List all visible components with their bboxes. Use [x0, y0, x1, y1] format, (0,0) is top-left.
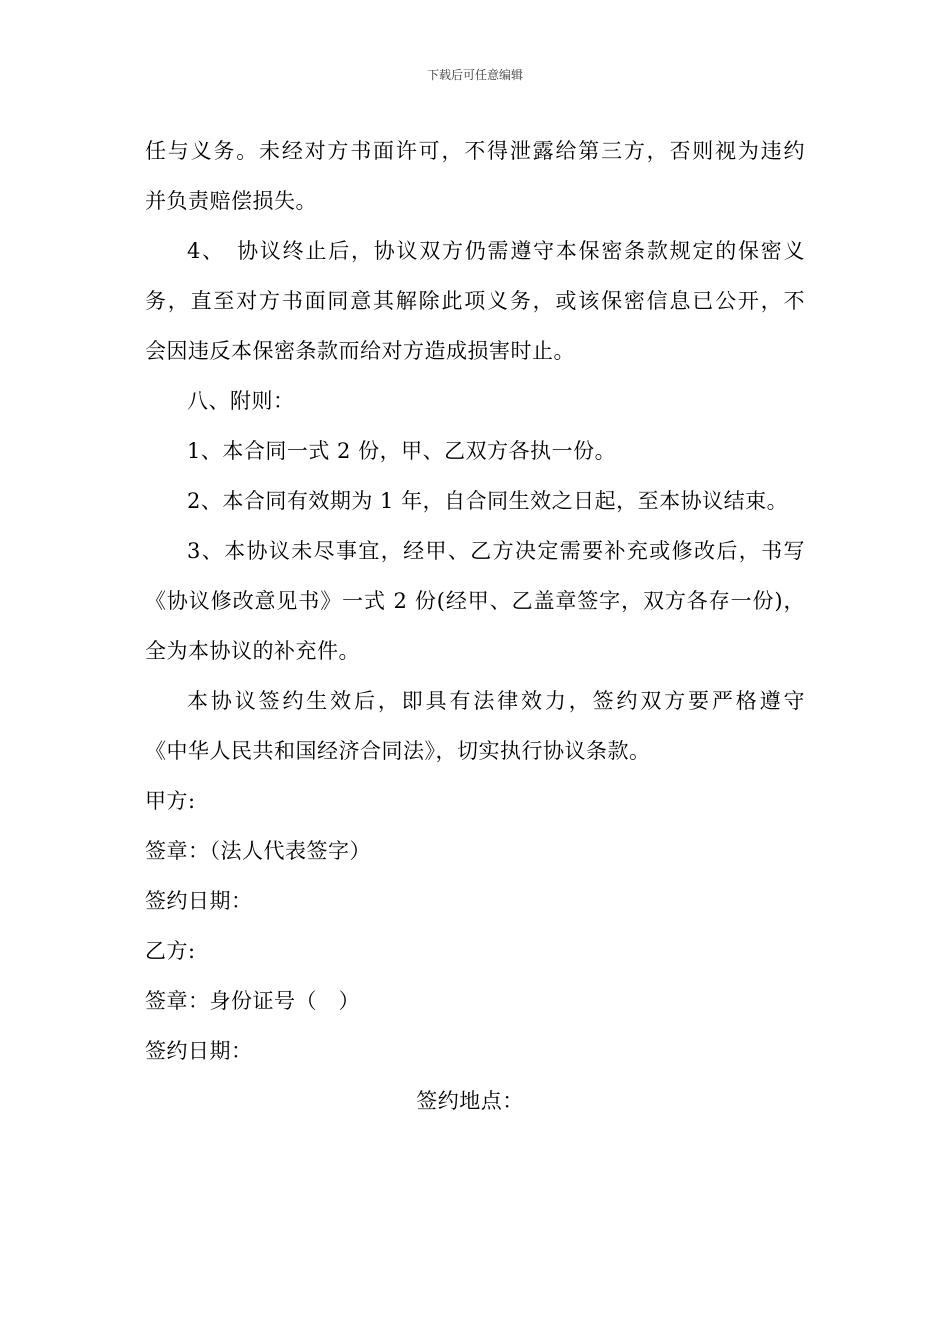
clause-line: 全为本协议的补充件。	[145, 639, 360, 663]
paragraph-line: 本协议签约生效后，即具有法律效力，签约双方要严格遵守	[187, 689, 805, 713]
paragraph-line: 《中华人民共和国经济合同法》，切实执行协议条款。	[145, 739, 651, 763]
section-heading: 八、附则：	[187, 389, 295, 413]
paragraph-line: 务，直至对方书面同意其解除此项义务，或该保密信息已公开，不	[145, 289, 805, 313]
party-a-date: 签约日期：	[145, 889, 253, 913]
paragraph-line: 任与义务。未经对方书面许可，不得泄露给第三方，否则视为违约	[145, 139, 805, 163]
party-b-label: 乙方:	[145, 939, 196, 963]
clause-line: 3、本协议未尽事宜，经甲、乙方决定需要补充或修改后，书写	[187, 539, 805, 563]
paragraph-line: 会因违反本保密条款而给对方造成损害时止。	[145, 339, 575, 363]
party-b-date: 签约日期：	[145, 1039, 253, 1063]
party-b-signature: 签章：身份证号（ ）	[145, 989, 360, 1013]
signing-location: 签约地点：	[416, 1089, 524, 1113]
clause-line: 2、本合同有效期为 1 年，自合同生效之日起，至本协议结束。	[187, 489, 789, 513]
party-a-signature: 签章：（法人代表签字）	[145, 839, 371, 863]
party-a-label: 甲方:	[145, 789, 196, 813]
clause-line: 1、本合同一式 2 份，甲、乙双方各执一份。	[187, 439, 617, 463]
document-body	[145, 126, 805, 1126]
clause-line: 《协议修改意见书》一式 2 份(经甲、乙盖章签字，双方各存一份)，	[145, 589, 805, 613]
paragraph-line: 4、 协议终止后，协议双方仍需遵守本保密条款规定的保密义	[187, 239, 805, 263]
paragraph-line: 并负责赔偿损失。	[145, 189, 317, 213]
page-header: 下载后可任意编辑	[426, 68, 523, 82]
